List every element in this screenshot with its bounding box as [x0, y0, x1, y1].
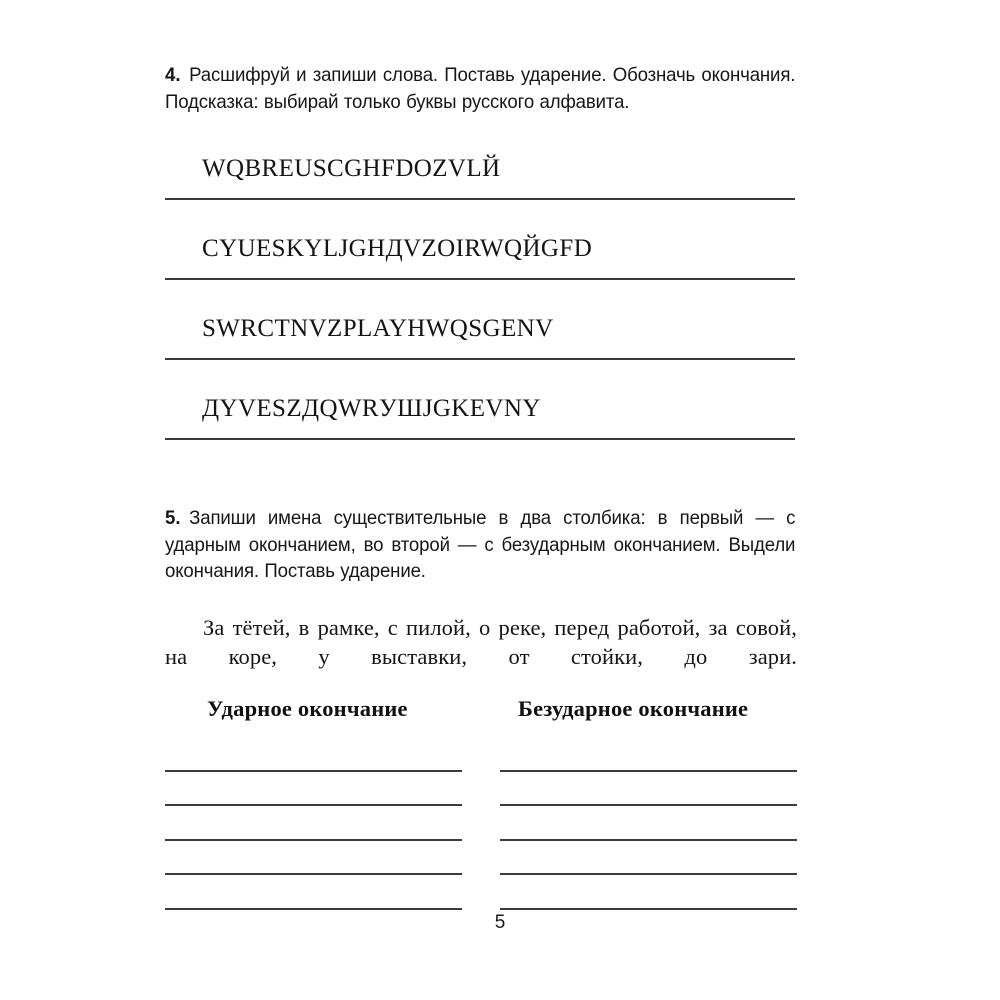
column-header-unstressed-ending: Безударное окончание	[518, 696, 749, 721]
answer-table-headers	[165, 695, 797, 729]
task-5-instruction	[165, 505, 795, 585]
cipher-entry-3	[165, 314, 795, 360]
answer-table	[165, 695, 797, 729]
answer-line-stressed-2[interactable]	[165, 804, 462, 806]
cipher-word-1: WQBREUSCGHFDOZVLЙ	[202, 155, 501, 182]
cipher-entry-1	[165, 154, 795, 200]
task-5-number: 5.	[165, 507, 181, 529]
cipher-word-4: ДYVESZДQWRУШJGKEVNY	[202, 395, 541, 422]
answer-rule-4[interactable]	[165, 438, 795, 440]
answer-line-unstressed-1[interactable]	[500, 770, 797, 772]
cipher-word-3: SWRCTNVZPLAYHWQSGENV	[202, 315, 554, 342]
table-row	[165, 881, 797, 915]
cipher-entry-2	[165, 234, 795, 280]
column-header-stressed-ending: Ударное окончание	[207, 696, 408, 721]
answer-line-unstressed-2[interactable]	[500, 804, 797, 806]
cipher-entry-4	[165, 394, 795, 440]
task-5	[165, 505, 825, 721]
task-4-instruction	[165, 62, 795, 115]
cipher-word-2: CYUESKYLJGHДVZOIRWQЙGFD	[202, 235, 593, 262]
answer-line-unstressed-3[interactable]	[500, 839, 797, 841]
answer-table-rows	[165, 743, 797, 915]
task-5-instruction-text: Запиши имена существительные в два столбика: в первый — с ударным окончанием, во второй — с безударным окончанием. Выдели окончания. Поставь ударение.	[165, 507, 796, 582]
answer-line-unstressed-5[interactable]	[500, 908, 797, 910]
task-4	[165, 62, 825, 422]
table-row	[165, 743, 797, 777]
table-row	[165, 777, 797, 811]
page-number: 5	[494, 912, 506, 933]
answer-rule-2[interactable]	[165, 278, 795, 280]
answer-line-stressed-3[interactable]	[165, 839, 462, 841]
answer-rule-3[interactable]	[165, 358, 795, 360]
table-row	[165, 812, 797, 846]
task-4-instruction-text: Расшифруй и запиши слова. Поставь ударение. Обозначь окончания. Подсказка: выбирай только буквы русского алфавита.	[165, 64, 796, 113]
table-row	[165, 846, 797, 880]
task-4-number: 4.	[165, 64, 181, 86]
answer-line-stressed-4[interactable]	[165, 873, 462, 875]
answer-rule-1[interactable]	[165, 198, 795, 200]
answer-line-stressed-1[interactable]	[165, 770, 462, 772]
answer-line-stressed-5[interactable]	[165, 908, 462, 910]
answer-line-unstressed-4[interactable]	[500, 873, 797, 875]
task-5-word-list: За тётей, в рамке, с пилой, о реке, перед работой, за совой, на коре, у выставки, от стойки, до зари.	[165, 615, 797, 669]
